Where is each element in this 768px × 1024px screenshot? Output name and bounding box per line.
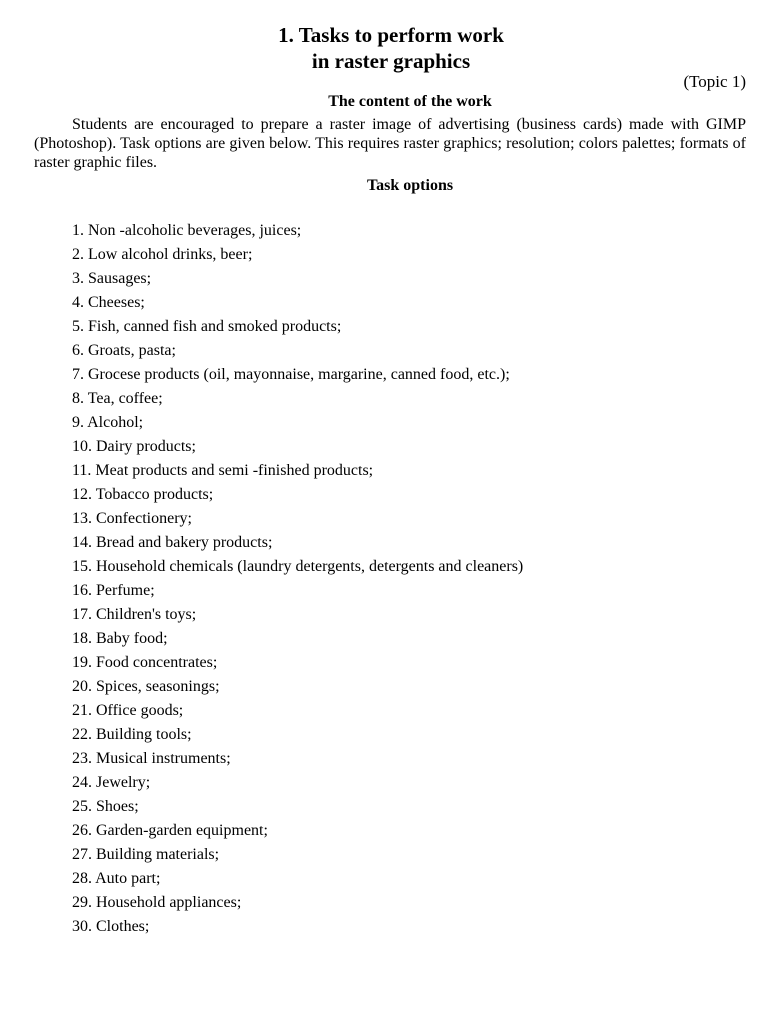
task-option-item: 12. Tobacco products; xyxy=(72,486,214,503)
task-option-item: 16. Perfume; xyxy=(72,582,155,599)
document-title-line-2: in raster graphics xyxy=(311,49,471,73)
topic-label: (Topic 1) xyxy=(683,72,746,91)
task-option-item: 11. Meat products and semi -finished products; xyxy=(72,462,374,479)
task-option-item: 20. Spices, seasonings; xyxy=(72,678,220,695)
task-option-item: 21. Office goods; xyxy=(72,702,184,719)
task-option-item: 19. Food concentrates; xyxy=(72,654,218,671)
task-option-item: 2. Low alcohol drinks, beer; xyxy=(72,246,253,263)
task-option-item: 28. Auto part; xyxy=(72,870,161,887)
task-option-item: 8. Tea, coffee; xyxy=(72,390,163,407)
task-option-item: 30. Clothes; xyxy=(72,918,150,935)
task-option-item: 18. Baby food; xyxy=(72,630,168,647)
task-option-item: 15. Household chemicals (laundry detergents, detergents and cleaners) xyxy=(72,558,524,575)
task-option-item: 14. Bread and bakery products; xyxy=(72,534,273,551)
task-option-item: 13. Confectionery; xyxy=(72,510,192,527)
description-paragraph: Students are encouraged to prepare a raster image of advertising (business cards) made with GIMP (Photoshop). Task options are given below. This requires raster graphics; resolution; colors palettes; formats of raster graphic files. xyxy=(34,116,746,171)
task-option-item: 26. Garden-garden equipment; xyxy=(72,822,268,839)
task-option-item: 10. Dairy products; xyxy=(72,438,196,455)
task-option-item: 9. Alcohol; xyxy=(72,414,144,431)
task-option-item: 22. Building tools; xyxy=(72,726,192,743)
task-option-item: 24. Jewelry; xyxy=(72,774,151,791)
task-option-item: 7. Grocese products (oil, mayonnaise, margarine, canned food, etc.); xyxy=(72,366,510,383)
task-option-item: 17. Children's toys; xyxy=(72,606,197,623)
task-option-item: 5. Fish, canned fish and smoked products; xyxy=(72,318,342,335)
document-title-line-1: 1. Tasks to perform work xyxy=(278,23,504,47)
content-heading: The content of the work xyxy=(328,93,492,110)
task-option-item: 23. Musical instruments; xyxy=(72,750,231,767)
task-option-item: 4. Cheeses; xyxy=(72,294,145,311)
task-list xyxy=(72,219,523,939)
task-option-item: 6. Groats, pasta; xyxy=(72,342,176,359)
task-option-item: 29. Household appliances; xyxy=(72,894,242,911)
task-option-item: 25. Shoes; xyxy=(72,798,139,815)
task-options-heading: Task options xyxy=(366,177,454,194)
task-option-item: 3. Sausages; xyxy=(72,270,152,287)
task-option-item: 1. Non -alcoholic beverages, juices; xyxy=(72,222,302,239)
task-option-item: 27. Building materials; xyxy=(72,846,220,863)
